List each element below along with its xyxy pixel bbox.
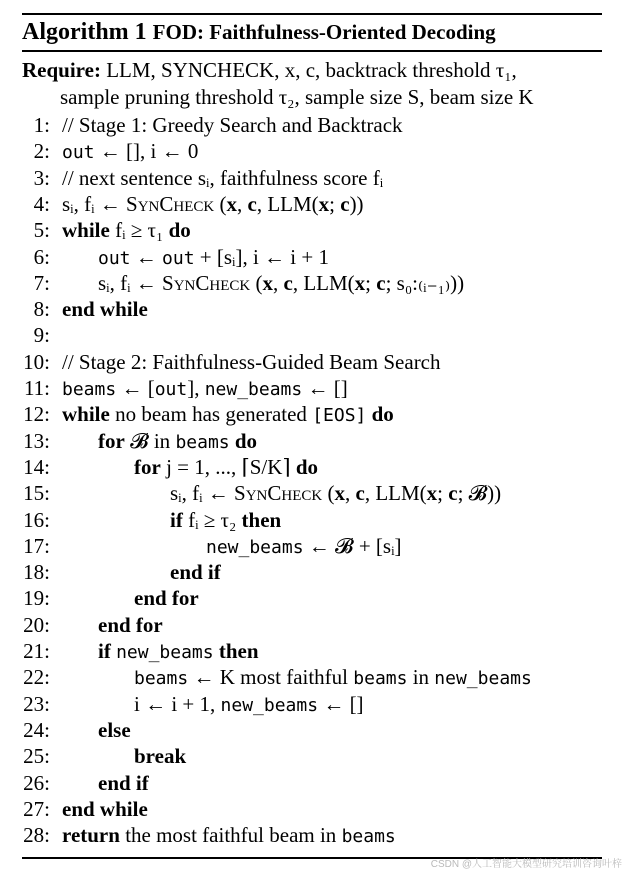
line-text: while no beam has generated [EOS] do (62, 402, 394, 427)
algorithm-line (0, 112, 628, 138)
line-text: return the most faithful beam in beams (62, 823, 396, 848)
watermark: CSDN @人工智能大模型研究培训咨询叶梓 (430, 859, 622, 870)
line-text: out ← out + [sᵢ], i ← i + 1 (98, 244, 329, 269)
algorithm-line (0, 770, 628, 796)
algorithm-line (0, 717, 628, 743)
line-number: 25: (23, 744, 50, 769)
line-text: // next sentence sᵢ, faithfulness score fᵢ (62, 165, 384, 190)
algorithm-line (0, 375, 628, 401)
line-number: 21: (23, 639, 50, 663)
require-line-1 (22, 57, 534, 84)
algorithm-line (0, 165, 628, 191)
algorithm-line (0, 138, 628, 164)
line-text: end if (98, 770, 149, 795)
line-text: else (98, 717, 131, 742)
line-number: 7: (33, 270, 50, 295)
require-label: Require: (22, 58, 101, 82)
line-number: 11: (23, 376, 50, 400)
line-number: 3: (33, 165, 50, 190)
line-text: // Stage 2: Faithfulness-Guided Beam Search (62, 349, 441, 374)
line-number: 6: (33, 244, 50, 269)
line-number: 19: (23, 586, 50, 611)
line-text: if new_beams then (98, 639, 259, 663)
algorithm-line (0, 217, 628, 243)
line-text: while fᵢ ≥ τ₁ do (62, 218, 191, 243)
algorithm-line (0, 559, 628, 585)
algorithm-line (0, 691, 628, 717)
line-number: 4: (33, 191, 50, 216)
line-text: end for (98, 612, 163, 637)
line-number: 23: (23, 691, 50, 716)
line-text: new_beams ← 𝓑 + [sᵢ] (206, 533, 402, 558)
line-text: for j = 1, ..., ⌈S/K⌉ do (134, 454, 319, 479)
line-number: 14: (23, 454, 50, 479)
algorithm-line (0, 322, 628, 348)
algorithm-line (0, 296, 628, 322)
line-number: 8: (33, 297, 50, 322)
line-text: end if (170, 560, 221, 585)
algorithm-line (0, 507, 628, 533)
line-number: 18: (23, 560, 50, 585)
line-number: 24: (23, 717, 50, 742)
line-text: end for (134, 586, 199, 611)
line-text: break (134, 744, 187, 769)
line-text: if fᵢ ≥ τ₂ then (170, 507, 282, 532)
line-number: 1: (33, 113, 50, 137)
algorithm-line (0, 664, 628, 690)
algorithm-line (0, 191, 628, 217)
algorithm-line (0, 533, 628, 559)
line-number: 27: (23, 796, 50, 821)
line-number: 13: (23, 428, 50, 453)
line-text: end while (62, 796, 148, 821)
line-number: 26: (23, 770, 50, 795)
line-text: end while (62, 297, 148, 322)
require-text-1: LLM, SYNCHECK, x, c, backtrack threshold τ₁, (106, 58, 517, 82)
line-number: 20: (23, 612, 50, 637)
algorithm-line (0, 822, 628, 848)
line-number: 17: (23, 533, 50, 558)
algorithm-name: FOD: Faithfulness-Oriented Decoding (152, 20, 496, 44)
algorithm-line (0, 612, 628, 638)
line-text: sᵢ, fᵢ ← SynCheck (x, c, LLM(x; c)) (62, 191, 364, 216)
algorithm-line (0, 743, 628, 769)
algorithm-line (0, 585, 628, 611)
algorithm-line (0, 428, 628, 454)
line-number: 22: (23, 665, 50, 690)
line-number: 2: (33, 139, 50, 164)
line-text: out ← [], i ← 0 (62, 139, 199, 164)
algorithm-line (0, 270, 628, 296)
title-rule (22, 50, 602, 52)
line-text: beams ← K most faithful beams in new_beams (134, 665, 532, 690)
line-number: 16: (23, 507, 50, 532)
algorithm-line (0, 638, 628, 664)
algorithm-line (0, 454, 628, 480)
algorithm-line (0, 796, 628, 822)
line-text: for 𝓑 in beams do (98, 428, 258, 453)
require-block (22, 57, 534, 111)
line-number: 10: (23, 349, 50, 374)
algorithm-tag: Algorithm 1 (22, 19, 147, 45)
line-text: beams ← [out], new_beams ← [] (62, 376, 348, 400)
algorithm-line (0, 401, 628, 427)
algorithm-line (0, 244, 628, 270)
algorithm-line (0, 349, 628, 375)
line-text: sᵢ, fᵢ ← SynCheck (x, c, LLM(x; c; 𝓑)) (170, 481, 502, 506)
algorithm-title (22, 14, 496, 50)
line-number: 28: (23, 823, 50, 848)
line-number: 12: (23, 402, 50, 427)
line-number: 9: (33, 323, 50, 348)
algorithm-line (0, 480, 628, 506)
line-text: i ← i + 1, new_beams ← [] (134, 691, 364, 716)
line-text: // Stage 1: Greedy Search and Backtrack (62, 113, 403, 137)
line-number: 15: (23, 481, 50, 506)
line-number: 5: (33, 218, 50, 243)
line-text: sᵢ, fᵢ ← SynCheck (x, c, LLM(x; c; s₀:₍ᵢ₋₁₎)) (98, 270, 465, 295)
require-line-2: sample pruning threshold τ₂, sample size S, beam size K (60, 85, 534, 109)
